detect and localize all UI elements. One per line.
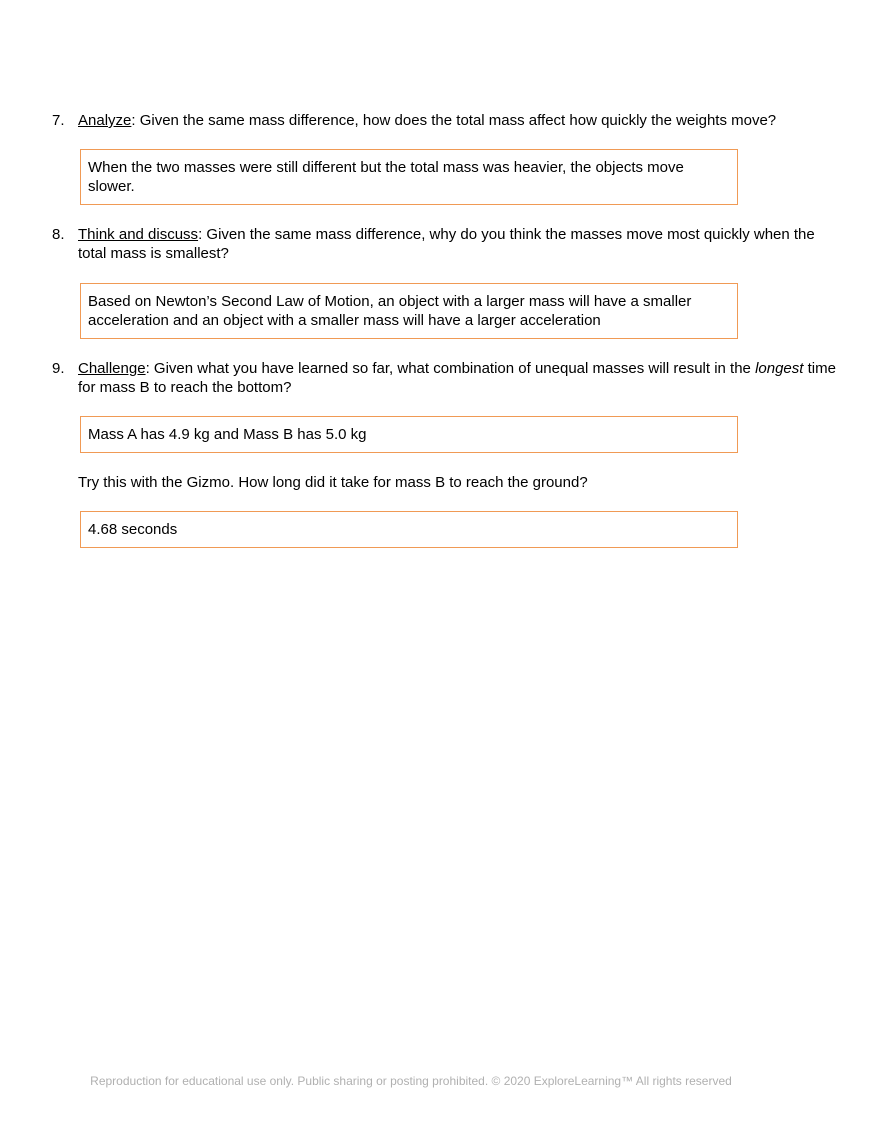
question-9-answer-box[interactable] (80, 416, 738, 453)
question-7-text: : Given the same mass difference, how does the total mass affect how quickly the weights move? (131, 112, 777, 129)
question-8-label: Think and discuss (78, 226, 199, 243)
copyright-footer: Reproduction for educational use only. Public sharing or posting prohibited. © 2020 ExploreLearning™ All rights reserved (90, 1074, 732, 1088)
question-9-emphasis: longest (755, 360, 804, 377)
question-9-text-after: time for mass B to reach the bottom? (78, 360, 836, 396)
question-7-answer-box[interactable] (80, 149, 738, 205)
question-8-prompt (78, 225, 838, 263)
question-8-answer-box[interactable] (80, 283, 738, 339)
question-8-number: 8. (52, 226, 65, 243)
question-8-text: : Given the same mass difference, why do you think the masses move most quickly when the total mass is smallest? (78, 226, 815, 262)
question-7-prompt (78, 111, 838, 130)
question-9-followup-answer-box[interactable] (80, 511, 738, 548)
question-7-number: 7. (52, 112, 65, 129)
question-9-label: Challenge (78, 360, 146, 377)
question-9-number: 9. (52, 360, 65, 377)
question-9-followup: Try this with the Gizmo. How long did it take for mass B to reach the ground? (78, 474, 588, 491)
question-7-answer-text: When the two masses were still different but the total mass was heavier, the objects move slower. (88, 159, 684, 195)
question-9-answer-text: Mass A has 4.9 kg and Mass B has 5.0 kg (88, 426, 367, 443)
question-8-answer-text: Based on Newton’s Second Law of Motion, an object with a larger mass will have a smaller acceleration and an object with a smaller mass will have a larger acceleration (88, 293, 692, 329)
question-9-followup-answer-text: 4.68 seconds (88, 521, 178, 538)
question-7-label: Analyze (78, 112, 132, 129)
question-9-prompt (78, 359, 838, 397)
question-9-text-before: : Given what you have learned so far, what combination of unequal masses will result in the (145, 360, 756, 377)
